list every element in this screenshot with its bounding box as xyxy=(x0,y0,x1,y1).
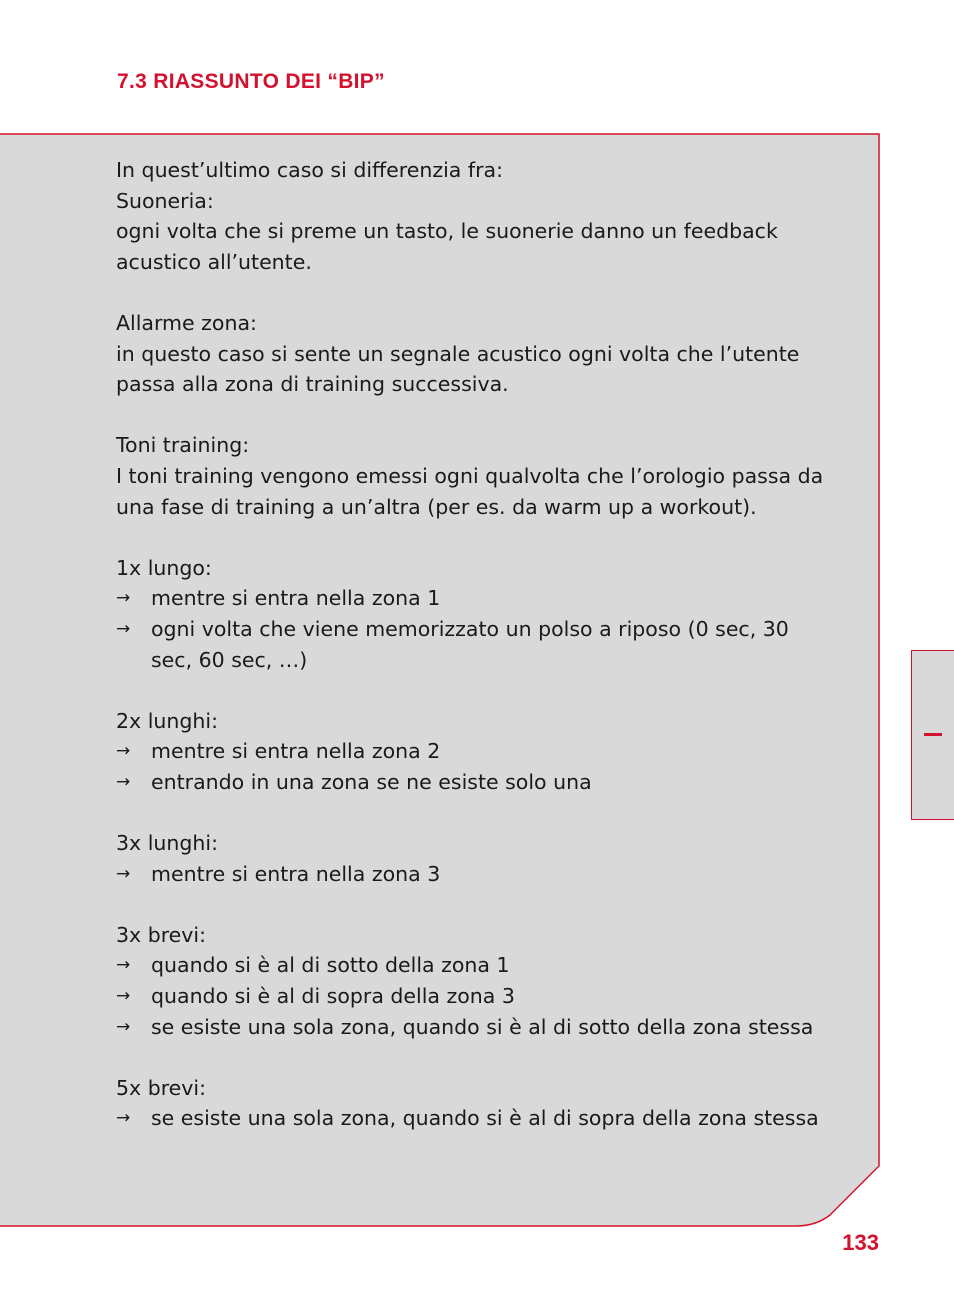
suoneria-heading: Suoneria: xyxy=(116,188,214,213)
list-item xyxy=(116,1012,836,1043)
arrow-right-icon: → xyxy=(116,588,131,609)
arrow-right-icon: → xyxy=(116,1016,131,1037)
toni-training-heading: Toni training: xyxy=(116,433,250,458)
spacer xyxy=(116,522,836,553)
arrow-right-icon: → xyxy=(116,618,131,639)
list-item xyxy=(116,981,836,1012)
spacer xyxy=(116,889,836,920)
list-heading-1x-lungo: 1x lungo: xyxy=(116,555,212,580)
list-item-text: mentre si entra nella zona 2 xyxy=(151,739,441,764)
list-item-text: quando si è al di sotto della zona 1 xyxy=(151,953,510,978)
list-item-text: se esiste una sola zona, quando si è al di sotto della zona stessa xyxy=(151,1014,814,1039)
allarme-zona-text: in questo caso si sente un segnale acustico ogni volta che l’utente passa alla zona di training successiva. xyxy=(116,341,800,397)
spacer xyxy=(116,797,836,828)
allarme-zona-heading: Allarme zona: xyxy=(116,310,257,335)
arrow-right-icon: → xyxy=(116,955,131,976)
chapter-side-tab xyxy=(911,650,954,820)
list-heading-5x-brevi: 5x brevi: xyxy=(116,1075,207,1100)
intro-text: In quest’ultimo caso si differenzia fra: xyxy=(116,158,503,182)
arrow-right-icon: → xyxy=(116,863,131,884)
list-item xyxy=(116,767,836,798)
list-item-text: se esiste una sola zona, quando si è al di sopra della zona stessa xyxy=(151,1106,819,1131)
spacer xyxy=(116,277,836,308)
arrow-right-icon: → xyxy=(116,741,131,762)
content-body xyxy=(116,155,836,1134)
list-item-text: quando si è al di sopra della zona 3 xyxy=(151,984,515,1009)
list-item xyxy=(116,1103,836,1134)
list-heading-3x-lunghi: 3x lunghi: xyxy=(116,831,218,856)
dash-icon xyxy=(924,733,942,736)
list-item xyxy=(116,614,836,675)
toni-training-text: I toni training vengono emessi ogni qualvolta che l’orologio passa da una fase di training a un’altra (per es. da warm up a workout). xyxy=(116,463,824,519)
arrow-right-icon: → xyxy=(116,1108,131,1129)
list-item-text: entrando in una zona se ne esiste solo una xyxy=(151,769,592,794)
list-heading-3x-brevi: 3x brevi: xyxy=(116,922,207,947)
list-item xyxy=(116,859,836,890)
list-item xyxy=(116,950,836,981)
spacer xyxy=(116,675,836,706)
section-title: 7.3 RIASSUNTO DEI “BIP” xyxy=(117,70,385,93)
spacer xyxy=(116,1042,836,1073)
arrow-right-icon: → xyxy=(116,771,131,792)
page-number: 133 xyxy=(842,1230,879,1255)
list-item-text: ogni volta che viene memorizzato un polso a riposo (0 sec, 30 sec, 60 sec, …) xyxy=(151,616,789,672)
list-item xyxy=(116,736,836,767)
arrow-right-icon: → xyxy=(116,986,131,1007)
spacer xyxy=(116,400,836,431)
suoneria-text: ogni volta che si preme un tasto, le suonerie danno un feedback acustico all’utente. xyxy=(116,219,778,274)
list-heading-2x-lunghi: 2x lunghi: xyxy=(116,708,218,733)
list-item-text: mentre si entra nella zona 1 xyxy=(151,586,441,611)
list-item-text: mentre si entra nella zona 3 xyxy=(151,861,441,886)
list-item xyxy=(116,583,836,614)
